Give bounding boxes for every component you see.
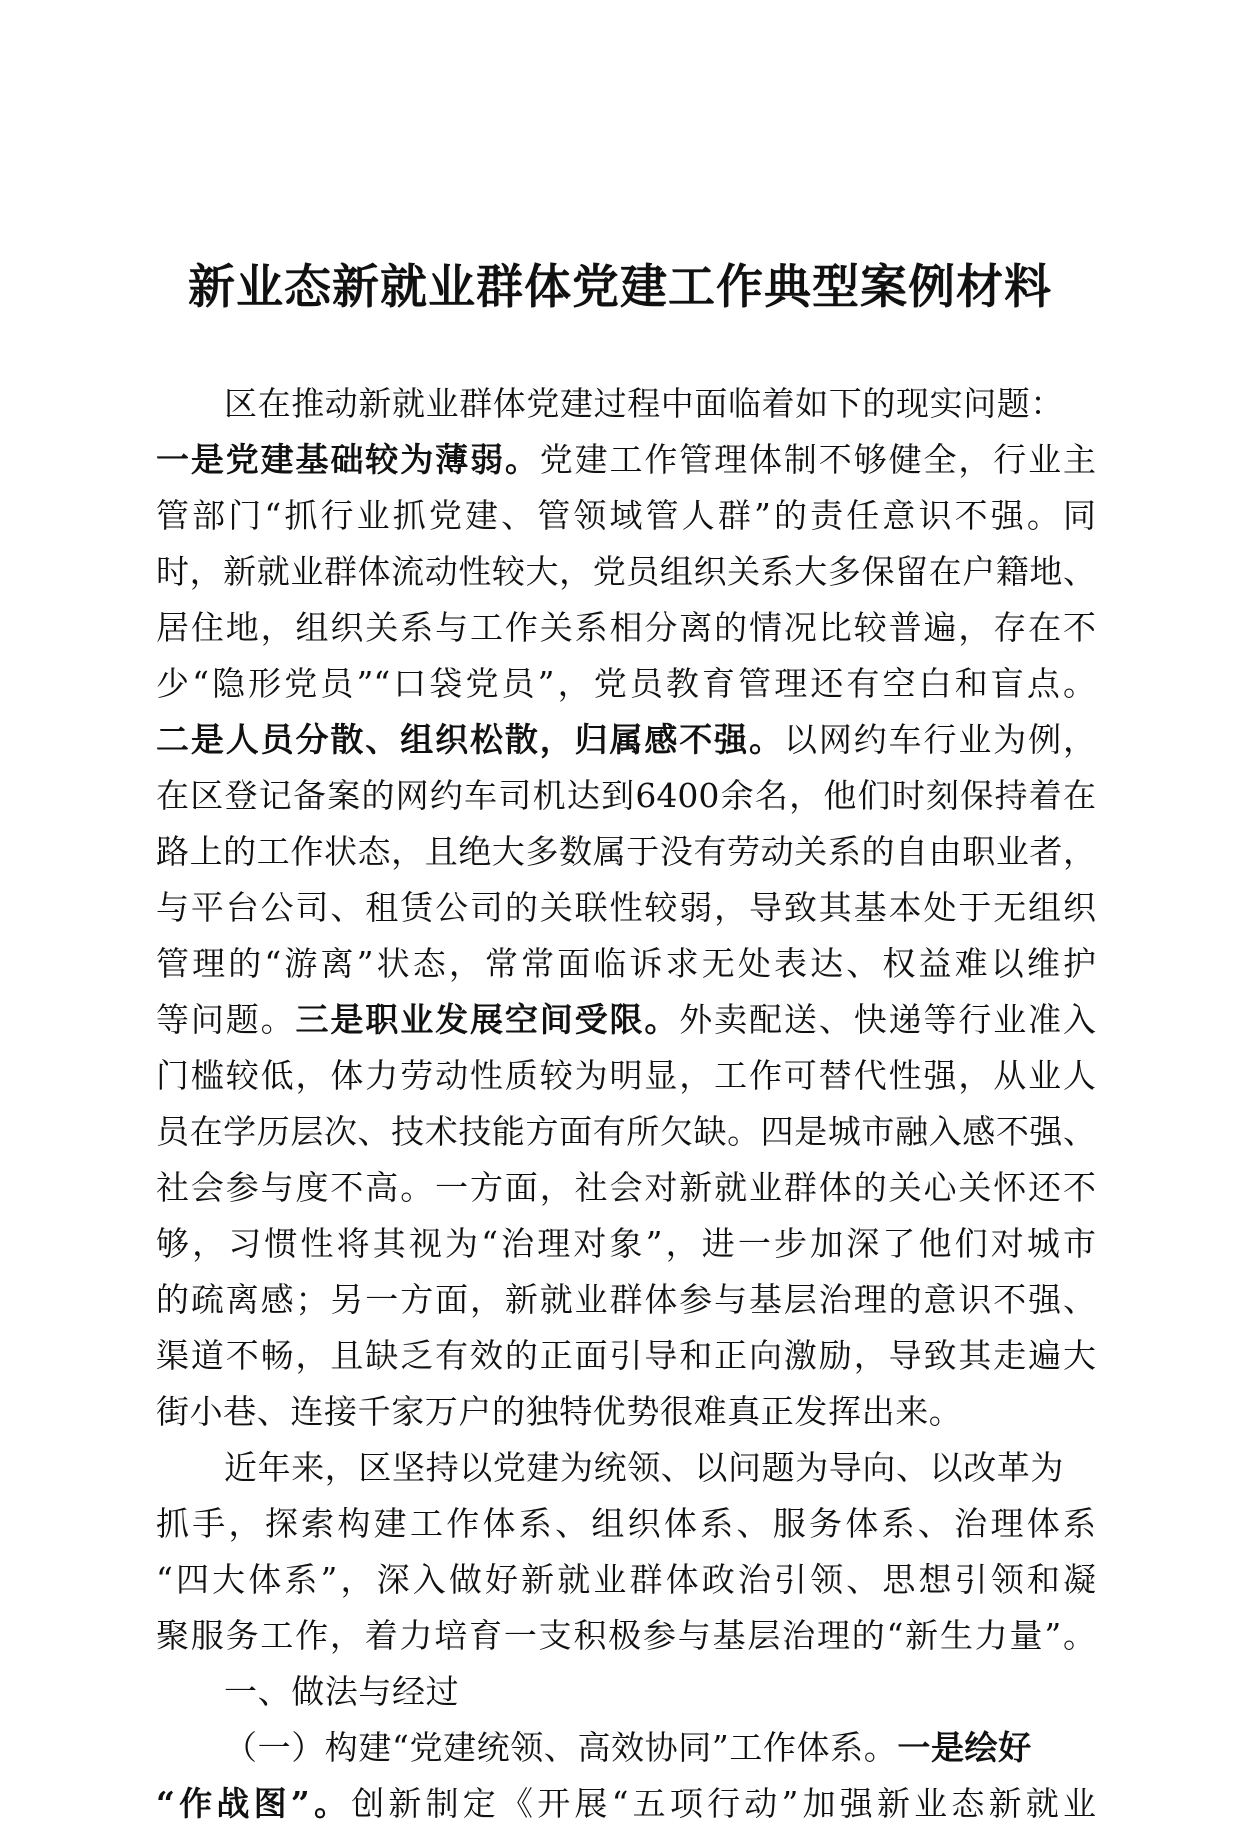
body-line: 社会参与度不高。一方面，社会对新就业群体的关心关怀还不 <box>156 1168 1096 1207</box>
body-text: 区在推动新就业群体党建过程中面临着如下的现实问题： <box>224 384 1064 423</box>
body-text: 等问题。 <box>156 1000 296 1039</box>
body-line: 少“隐形党员”“口袋党员”，党员教育管理还有空白和盲点。 <box>156 664 1096 703</box>
body-text: 外卖配送、快递等行业准入 <box>679 1000 1097 1039</box>
body-line: 够，习惯性将其视为“治理对象”，进一步加深了他们对城市 <box>156 1224 1096 1263</box>
body-line: 管部门“抓行业抓党建、管领域管人群”的责任意识不强。同 <box>156 496 1096 535</box>
bold-lead: 三是职业发展空间受限。 <box>295 1000 680 1039</box>
body-line: 的疏离感；另一方面，新就业群体参与基层治理的意识不强、 <box>156 1280 1096 1319</box>
body-line <box>156 432 1096 488</box>
body-line: 路上的工作状态，且绝大多数属于没有劳动关系的自由职业者， <box>156 832 1096 871</box>
document-body <box>156 376 1096 1832</box>
body-line <box>156 1776 1096 1832</box>
bold-lead: “作战图”。 <box>156 1784 352 1823</box>
body-line: 居住地，组织关系与工作关系相分离的情况比较普遍，存在不 <box>156 608 1096 647</box>
document-title: 新业态新就业群体党建工作典型案例材料 <box>188 260 1052 315</box>
body-line: 在区登记备案的网约车司机达到6400余名，他们时刻保持着在 <box>156 776 1096 815</box>
bold-lead: 一是党建基础较为薄弱。 <box>156 440 540 479</box>
body-line: 抓手，探索构建工作体系、组织体系、服务体系、治理体系 <box>156 1504 1096 1543</box>
subsection-heading: （一）构建“党建统领、高效协同”工作体系。 <box>224 1728 898 1767</box>
body-line <box>156 376 1096 432</box>
section-heading: 一、做法与经过 <box>224 1672 460 1711</box>
body-line: 聚服务工作，着力培育一支积极参与基层治理的“新生力量”。 <box>156 1616 1096 1655</box>
body-line <box>156 992 1096 1048</box>
body-line: 近年来，区坚持以党建为统领、以问题为导向、以改革为 <box>224 1448 1064 1487</box>
body-line <box>156 712 1096 768</box>
bold-lead: 一是绘好 <box>897 1728 1032 1767</box>
body-line: 与平台公司、租赁公司的关联性较弱，导致其基本处于无组织 <box>156 888 1096 927</box>
body-line: 员在学历层次、技术技能方面有所欠缺。四是城市融入感不强、 <box>156 1112 1096 1151</box>
body-text: 以网约车行业为例， <box>783 720 1097 759</box>
body-line: 街小巷、连接千家万户的独特优势很难真正发挥出来。 <box>156 1392 963 1431</box>
body-line <box>156 1720 1096 1776</box>
body-line: 门槛较低，体力劳动性质较为明显，工作可替代性强，从业人 <box>156 1056 1096 1095</box>
body-line: 时，新就业群体流动性较大，党员组织关系大多保留在户籍地、 <box>156 552 1096 591</box>
body-text: 党建工作管理体制不够健全，行业主 <box>539 440 1097 479</box>
bold-lead: 二是人员分散、组织松散，归属感不强。 <box>156 720 784 759</box>
body-line: “四大体系”，深入做好新就业群体政治引领、思想引领和凝 <box>156 1560 1096 1599</box>
body-text: 创新制定《开展“五项行动”加强新业态新就业 <box>351 1784 1096 1823</box>
body-line: 管理的“游离”状态，常常面临诉求无处表达、权益难以维护 <box>156 944 1096 983</box>
body-line: 渠道不畅，且缺乏有效的正面引导和正向激励，导致其走遍大 <box>156 1336 1096 1375</box>
